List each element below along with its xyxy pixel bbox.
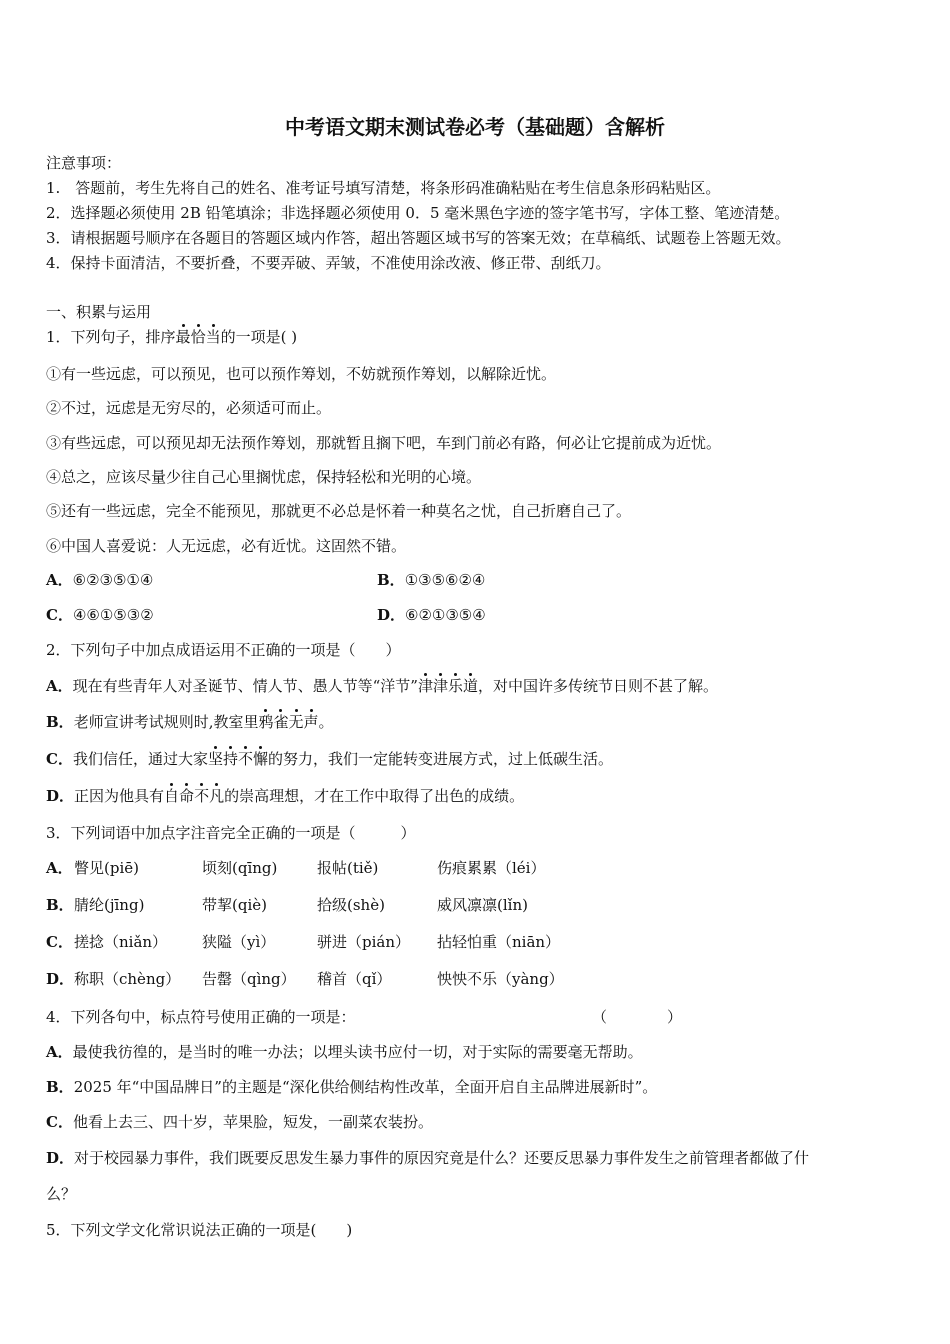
dotted-word: [176, 328, 221, 346]
notice-heading: 注意事项：: [46, 154, 122, 172]
dotted-idiom: [164, 787, 224, 805]
question-2-stem: 2．下列句子中加点成语运用不正确的一项是（ ）: [46, 641, 401, 659]
pinyin-item: 拾级(shè): [317, 896, 385, 914]
option-letter: B．: [46, 896, 74, 914]
pinyin-item: 伤痕累累（léi）: [437, 859, 546, 877]
dotted-char: 持: [222, 750, 238, 768]
sentence-item: ⑥中国人喜爱说：人无远虑，必有近忧。这固然不错。: [46, 537, 407, 555]
dotted-char: 凡: [209, 787, 225, 805]
dotted-char: 懈: [253, 750, 269, 768]
dotted-idiom: [418, 677, 478, 695]
pinyin-item: 告罄（qìng）: [202, 970, 296, 988]
option-c: C．他看上去三、四十岁，苹果脸，短发，一副菜农装扮。: [46, 1113, 433, 1131]
option-text: 的崇高理想，才在工作中取得了出色的成绩。: [224, 787, 525, 805]
answer-paren: （ ）: [592, 1008, 683, 1026]
pinyin-item: 稽首（qǐ）: [317, 970, 392, 988]
question-3-stem: 3．下列词语中加点字注音完全正确的一项是（ ）: [46, 824, 416, 842]
option-text: 现在有些青年人对圣诞节、情人节、愚人节等“洋节”: [72, 677, 418, 695]
pinyin-item: 顷刻(qīng): [202, 859, 278, 877]
dotted-char: 最: [175, 328, 191, 346]
option-d-wrap: 么？: [46, 1185, 77, 1203]
dotted-idiom: [258, 713, 318, 731]
dotted-idiom: [208, 750, 268, 768]
sentence-item: ②不过，远虑是无穷尽的，必须适可而止。: [46, 399, 332, 417]
option-d: D．对于校园暴力事件，我们既要反思发生暴力事件的原因究竟是什么？还要反思暴力事件发生之前管理者都做了什: [46, 1149, 810, 1167]
option-letter: A．: [46, 677, 73, 695]
notice-item: 4．保持卡面清洁，不要折叠，不要弄破、弄皱，不准使用涂改液、修正带、刮纸刀。: [46, 254, 611, 272]
dotted-char: 津: [433, 677, 449, 695]
option-text: 老师宣讲考试规则时,教室里: [73, 713, 259, 731]
section-heading: 一、积累与运用: [46, 303, 152, 321]
page-title: 中考语文期末测试卷必考（基础题）含解析: [285, 115, 665, 139]
option-letter: C．: [46, 750, 73, 768]
sentence-item: ①有一些远虑，可以预见，也可以预作筹划，不妨就预作筹划，以解除近忧。: [46, 365, 557, 383]
option-letter: C．: [46, 933, 73, 951]
option-text: 正因为他具有: [74, 787, 165, 805]
dotted-char: 当: [205, 328, 221, 346]
option-letter: B．: [46, 713, 74, 731]
pinyin-item: 威风凛凛(lǐn): [437, 896, 528, 914]
dotted-char: 命: [179, 787, 195, 805]
option-text: ，对中国许多传统节日则不甚了解。: [478, 677, 719, 695]
question-5-stem: 5．下列文学文化常识说法正确的一项是( ): [46, 1221, 353, 1239]
pinyin-item: 称职（chèng）: [74, 970, 181, 988]
question-1-stem: [46, 327, 297, 347]
pinyin-item: 带挈(qiè): [202, 896, 267, 914]
notice-item: 1. 答题前，考生先将自己的姓名、准考证号填写清楚，将条形码准确粘贴在考生信息条形码粘贴区。: [46, 179, 721, 197]
stem-text: 1．下列句子，排序: [46, 328, 176, 346]
option-c: C．④⑥①⑤③②: [46, 606, 154, 624]
stem-text: 的一项是( ): [220, 328, 298, 346]
sentence-item: ③有些远虑，可以预见却无法预作筹划，那就暂且搁下吧，车到门前必有路，何必让它提前成为近忧。: [46, 434, 722, 452]
pinyin-item: 拈轻怕重（niān）: [437, 933, 561, 951]
dotted-char: 鸦: [258, 713, 274, 731]
option-a: [46, 676, 718, 696]
dotted-char: 道: [463, 677, 479, 695]
pinyin-item: 搓捻（niǎn）: [74, 933, 168, 951]
notice-item: 3．请根据题号顺序在各题目的答题区域内作答，超出答题区域书写的答案无效；在草稿纸、试题卷上答题无效。: [46, 229, 791, 247]
option-letter: A．: [46, 859, 73, 877]
option-b: B．①③⑤⑥②④: [377, 571, 486, 589]
option-text: 的努力，我们一定能转变进展方式，过上低碳生活。: [268, 750, 614, 768]
option-b: [46, 712, 334, 732]
option-text: 我们信任，通过大家: [72, 750, 208, 768]
option-letter: D．: [46, 787, 75, 805]
option-a: A．⑥②③⑤①④: [46, 571, 154, 589]
option-letter: D．: [46, 970, 75, 988]
option-c: [46, 749, 613, 769]
pinyin-item: 怏怏不乐（yàng）: [437, 970, 564, 988]
option-text: 。: [318, 713, 334, 731]
option-d: D．⑥②①③⑤④: [377, 606, 486, 624]
pinyin-item: 狭隘（yì）: [202, 933, 276, 951]
dotted-char: 不: [238, 750, 254, 768]
notice-item: 2．选择题必须使用 2B 铅笔填涂；非选择题必须使用 0．5 毫米黑色字迹的签字笔书写，字体工整、笔迹清楚。: [46, 204, 790, 222]
dotted-char: 自: [164, 787, 180, 805]
dotted-char: 津: [417, 677, 433, 695]
question-4-stem: 4．下列各句中，标点符号使用正确的一项是：: [46, 1008, 356, 1026]
dotted-char: 无: [288, 713, 304, 731]
pinyin-item: 瞥见(piē): [74, 859, 139, 877]
dotted-char: 雀: [273, 713, 289, 731]
dotted-char: 坚: [207, 750, 223, 768]
pinyin-item: 腈纶(jīng): [74, 896, 145, 914]
dotted-char: 不: [194, 787, 210, 805]
sentence-item: ④总之，应该尽量少往自己心里搁忧虑，保持轻松和光明的心境。: [46, 468, 482, 486]
option-b: B．2025 年“中国品牌日”的主题是“深化供给侧结构性改革，全面开启自主品牌进展新时”。: [46, 1078, 658, 1096]
sentence-item: ⑤还有一些远虑，完全不能预见，那就更不必总是怀着一种莫名之忧，自己折磨自己了。: [46, 502, 632, 520]
pinyin-item: 报帖(tiě): [317, 859, 379, 877]
option-a: A．最使我彷徨的，是当时的唯一办法；以埋头读书应付一切，对于实际的需要毫无帮助。: [46, 1043, 643, 1061]
pinyin-item: 骈进（pián）: [317, 933, 411, 951]
dotted-char: 乐: [448, 677, 464, 695]
dotted-char: 恰: [190, 328, 206, 346]
dotted-char: 声: [303, 713, 319, 731]
option-d: [46, 786, 524, 806]
